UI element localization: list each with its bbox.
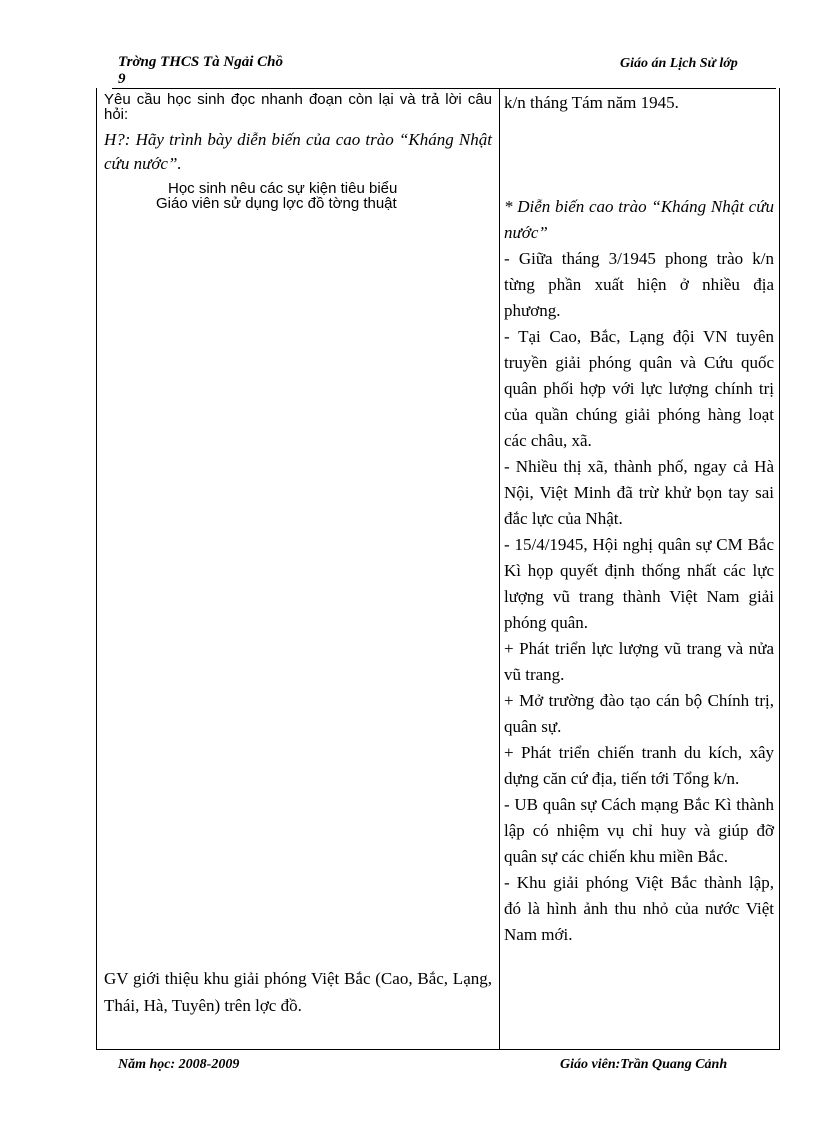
header-school	[118, 54, 283, 88]
footer-teacher: Giáo viên:Trần Quang Cảnh	[560, 1057, 728, 1072]
header-school-suffix: 9	[118, 71, 126, 87]
table-column-divider	[499, 88, 500, 1050]
question-text: H?: Hãy trình bày diễn biến của cao trào “Kháng Nhật cứu nước”.	[104, 130, 492, 173]
task-guerrilla-war: + Phát triển chiến tranh du kích, xây dựng căn cứ địa, tiến tới Tổng k/n.	[504, 743, 774, 788]
uprising-line: k/n tháng Tám năm 1945.	[504, 93, 679, 112]
header-subject: Giáo án Lịch Sử lớp	[620, 56, 738, 71]
event-military-conference: - 15/4/1945, Hội nghị quân sự CM Bắc Kì họp quyết định thống nhất các lực lượng vũ trang thành Việt Nam giải phóng quân.	[504, 535, 774, 632]
table-right-border	[779, 88, 780, 1050]
instruction-text: Yêu cầu học sinh đọc nhanh đoạn còn lại và trả lời câu hỏi:	[104, 91, 492, 123]
footer-school-year: Năm học: 2008-2009	[118, 1057, 240, 1072]
task-training-school: + Mở trường đào tạo cán bộ Chính trị, quân sự.	[504, 691, 774, 736]
content-column	[504, 90, 774, 948]
table-bottom-border	[96, 1049, 780, 1050]
event-hanoi: - Nhiều thị xã, thành phố, ngay cả Hà Nội, Việt Minh đã trừ khử bọn tay sai đắc lực của Nhật.	[504, 457, 774, 528]
student-task: Học sinh nêu các sự kiện tiêu biểu	[168, 180, 398, 197]
section-heading: * Diễn biến cao trào “Kháng Nhật cứu nước”	[504, 197, 774, 242]
event-viet-bac-zone: - Khu giải phóng Việt Bắc thành lập, đó là hình ảnh thu nhỏ của nước Việt Nam mới.	[504, 873, 774, 944]
task-armed-forces: + Phát triển lực lượng vũ trang và nửa vũ trang.	[504, 639, 774, 684]
event-military-committee: - UB quân sự Cách mạng Bắc Kì thành lập có nhiệm vụ chỉ huy và giúp đỡ quân sự các chiến khu miền Bắc.	[504, 795, 774, 866]
event-cao-bac-lang: - Tại Cao, Bắc, Lạng đội VN tuyên truyền giải phóng quân và Cứu quốc quân phối hợp với lực lượng chính trị của quần chúng giải phóng hàng loạt các châu, xã.	[504, 327, 774, 450]
teacher-task: Giáo viên sử dụng lợc đồ tờng thuật	[156, 195, 397, 212]
table-left-border	[96, 88, 97, 1050]
event-march-1945: - Giữa tháng 3/1945 phong trào k/n từng phần xuất hiện ở nhiều địa phương.	[504, 249, 774, 320]
teacher-activity-column	[104, 92, 492, 1019]
header-school-name: Trờng THCS Tà Ngải Chồ	[118, 54, 284, 70]
gv-intro-text: GV giới thiệu khu giải phóng Việt Bắc (Cao, Bắc, Lạng, Thái, Hà, Tuyên) trên lợc đồ.	[104, 969, 492, 1015]
